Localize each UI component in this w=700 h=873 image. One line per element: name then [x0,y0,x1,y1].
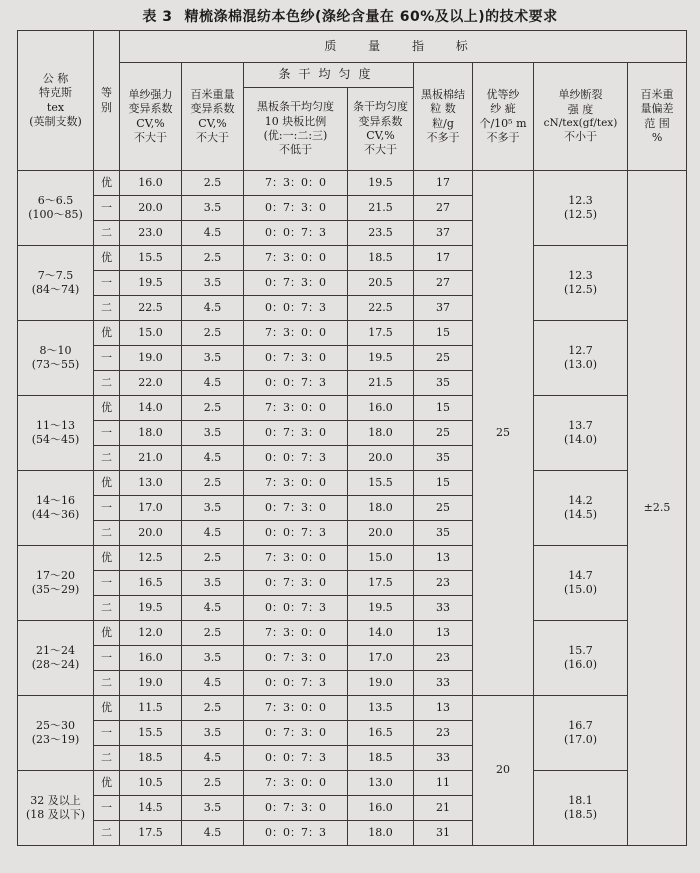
weight-cv-cell: 4.5 [182,446,244,471]
evenness-cv-cell: 21.5 [348,371,414,396]
board-ratio-cell: 7：3：0：0 [244,621,348,646]
grade-cell: 一 [94,646,120,671]
evenness-cv-cell: 16.5 [348,721,414,746]
table-row [18,396,687,421]
tenacity-cn: 14.2 [568,493,593,507]
tenacity-gf: (12.5) [563,283,598,296]
weight-cv-cell: 4.5 [182,821,244,846]
evenness-cv-cell: 13.5 [348,696,414,721]
weight-cv-cell: 2.5 [182,546,244,571]
strength-cv-cell: 20.0 [120,521,182,546]
weight-cv-cell: 2.5 [182,321,244,346]
grade-cell: 二 [94,371,120,396]
header-neps [414,63,473,171]
evenness-cv-cell: 13.0 [348,771,414,796]
spec-tex: 8～10 [39,343,72,357]
spec-tex: 7～7.5 [37,268,74,282]
header-line: (优:一:二:三) [263,129,328,142]
strength-cv-cell: 21.0 [120,446,182,471]
strength-cv-cell: 15.5 [120,246,182,271]
grade-cell: 一 [94,571,120,596]
grade-cell: 二 [94,671,120,696]
spec-cell [18,396,94,471]
evenness-cv-cell: 18.0 [348,496,414,521]
spec-ne: (18 及以下) [25,808,86,821]
header-line: 粒/g [432,116,454,130]
evenness-cv-cell: 22.5 [348,296,414,321]
neps-cell: 37 [414,296,473,321]
strength-cv-cell: 18.5 [120,746,182,771]
header-line: 黑板条干均匀度 [257,100,334,114]
tenacity-gf: (17.0) [563,733,598,746]
weight-cv-cell: 3.5 [182,421,244,446]
strength-cv-cell: 14.0 [120,396,182,421]
header-tenacity [534,63,628,171]
neps-cell: 15 [414,321,473,346]
spec-ne: (73～55) [31,358,80,371]
grade-cell: 优 [94,246,120,271]
strength-cv-cell: 19.0 [120,346,182,371]
grade-cell: 一 [94,796,120,821]
evenness-cv-cell: 16.0 [348,796,414,821]
board-ratio-cell: 0：7：3：0 [244,421,348,446]
board-ratio-cell: 7：3：0：0 [244,771,348,796]
strength-cv-cell: 19.5 [120,271,182,296]
weight-cv-cell: 2.5 [182,396,244,421]
board-ratio-cell: 0：7：3：0 [244,271,348,296]
strength-cv-cell: 22.5 [120,296,182,321]
evenness-cv-cell: 20.0 [348,446,414,471]
weight-cv-cell: 4.5 [182,671,244,696]
header-line: 不低于 [279,143,312,157]
strength-cv-cell: 16.0 [120,171,182,196]
weight-cv-cell: 3.5 [182,496,244,521]
evenness-cv-cell: 21.5 [348,196,414,221]
grade-cell: 二 [94,746,120,771]
grade-cell: 一 [94,496,120,521]
strength-cv-cell: 18.0 [120,421,182,446]
board-ratio-cell: 0：7：3：0 [244,571,348,596]
neps-cell: 17 [414,246,473,271]
strength-cv-cell: 16.0 [120,646,182,671]
board-ratio-cell: 0：0：7：3 [244,521,348,546]
tenacity-cell [534,471,628,546]
strength-cv-cell: 10.5 [120,771,182,796]
strength-cv-cell: 19.5 [120,596,182,621]
faults-cell: 25 [473,171,534,696]
board-ratio-cell: 0：7：3：0 [244,721,348,746]
neps-cell: 33 [414,671,473,696]
weight-deviation-cell: ±2.5 [628,171,687,846]
strength-cv-cell: 23.0 [120,221,182,246]
board-ratio-cell: 7：3：0：0 [244,171,348,196]
weight-cv-cell: 3.5 [182,271,244,296]
spec-ne: (100～85) [28,208,83,221]
spec-tex: 17～20 [36,568,75,582]
spec-cell [18,471,94,546]
grade-cell: 优 [94,621,120,646]
neps-cell: 37 [414,221,473,246]
weight-cv-cell: 2.5 [182,471,244,496]
header-line: % [651,130,663,144]
strength-cv-cell: 15.5 [120,721,182,746]
neps-cell: 15 [414,396,473,421]
evenness-cv-cell: 18.5 [348,746,414,771]
strength-cv-cell: 11.5 [120,696,182,721]
table-title [0,6,700,26]
board-ratio-cell: 7：3：0：0 [244,396,348,421]
grade-cell: 二 [94,446,120,471]
weight-cv-cell: 3.5 [182,796,244,821]
weight-cv-cell: 3.5 [182,571,244,596]
spec-tex: 14～16 [36,493,75,507]
neps-cell: 21 [414,796,473,821]
technical-requirements-table [17,30,687,846]
table-row [18,696,687,721]
strength-cv-cell: 15.0 [120,321,182,346]
evenness-cv-cell: 19.0 [348,671,414,696]
weight-cv-cell: 4.5 [182,296,244,321]
header-evenness [244,63,414,88]
board-ratio-cell: 0：0：7：3 [244,821,348,846]
tenacity-gf: (16.0) [563,658,598,671]
weight-cv-cell: 3.5 [182,346,244,371]
evenness-cv-cell: 20.0 [348,521,414,546]
spec-ne: (28～24) [31,658,80,671]
tenacity-cn: 14.7 [568,568,593,582]
board-ratio-cell: 0：0：7：3 [244,446,348,471]
header-spec [18,31,94,171]
header-line: 不多于 [426,130,460,144]
weight-cv-cell: 3.5 [182,196,244,221]
neps-cell: 15 [414,471,473,496]
header-line: 变异系数 [358,114,403,128]
header-grade [94,31,120,171]
neps-cell: 25 [414,496,473,521]
header-line: 量偏差 [640,102,674,116]
evenness-cv-cell: 19.5 [348,171,414,196]
evenness-cv-cell: 20.5 [348,271,414,296]
spec-cell [18,696,94,771]
table-row [18,546,687,571]
header-evenness-label: 条干均匀度 [278,67,379,82]
spec-tex: 6～6.5 [37,193,74,207]
board-ratio-cell: 7：3：0：0 [244,696,348,721]
header-line: CV,% [366,129,395,142]
header-line: 10 块板比例 [264,114,327,128]
tenacity-gf: (13.0) [563,358,598,371]
board-ratio-cell: 0：0：7：3 [244,296,348,321]
header-quality [120,31,687,63]
header-line: 百米重 [640,87,674,101]
board-ratio-cell: 0：7：3：0 [244,796,348,821]
header-spec-line: tex [46,100,65,114]
header-faults [473,63,534,171]
header-line: 强 度 [567,102,594,116]
header-line: 不大于 [196,130,229,144]
weight-cv-cell: 4.5 [182,371,244,396]
header-line: 单纱断裂 [558,88,603,102]
neps-cell: 13 [414,546,473,571]
header-line: 条干均匀度 [353,100,408,114]
tenacity-cn: 12.3 [568,268,593,282]
header-quality-label: 质 量 指 标 [324,38,482,53]
spec-tex: 11～13 [36,418,75,432]
board-ratio-cell: 0：7：3：0 [244,196,348,221]
tenacity-gf: (14.0) [563,433,598,446]
neps-cell: 11 [414,771,473,796]
grade-cell: 优 [94,771,120,796]
tenacity-cell [534,546,628,621]
header-line: 单纱强力 [128,87,173,101]
board-ratio-cell: 7：3：0：0 [244,321,348,346]
neps-cell: 23 [414,721,473,746]
neps-cell: 33 [414,746,473,771]
weight-cv-cell: 2.5 [182,771,244,796]
strength-cv-cell: 17.5 [120,821,182,846]
spec-cell [18,246,94,321]
grade-cell: 二 [94,821,120,846]
board-ratio-cell: 0：0：7：3 [244,371,348,396]
grade-cell: 二 [94,221,120,246]
weight-cv-cell: 4.5 [182,596,244,621]
board-ratio-cell: 7：3：0：0 [244,546,348,571]
tenacity-cn: 12.7 [568,343,593,357]
header-grade-line: 等 [101,86,112,100]
neps-cell: 13 [414,696,473,721]
tenacity-cn: 18.1 [568,793,593,807]
grade-cell: 一 [94,721,120,746]
tenacity-cell [534,771,628,846]
header-line: 不小于 [564,130,597,144]
header-line: 不大于 [134,130,167,144]
neps-cell: 35 [414,446,473,471]
weight-cv-cell: 3.5 [182,646,244,671]
tenacity-cn: 12.3 [568,193,593,207]
spec-ne: (54～45) [31,433,80,446]
strength-cv-cell: 13.0 [120,471,182,496]
grade-cell: 二 [94,296,120,321]
tenacity-cn: 15.7 [568,643,593,657]
table-row [18,246,687,271]
header-line: 个/10⁵ m [479,116,527,130]
neps-cell: 25 [414,421,473,446]
weight-cv-cell: 2.5 [182,171,244,196]
tenacity-gf: (18.5) [563,808,598,821]
grade-cell: 优 [94,696,120,721]
strength-cv-cell: 16.5 [120,571,182,596]
spec-ne: (35～29) [31,583,80,596]
header-line: 百米重量 [190,87,235,101]
grade-cell: 优 [94,471,120,496]
grade-cell: 二 [94,596,120,621]
board-ratio-cell: 0：7：3：0 [244,496,348,521]
table-row [18,621,687,646]
weight-cv-cell: 4.5 [182,521,244,546]
header-spec-line: 公 称 [42,71,69,85]
evenness-cv-cell: 18.0 [348,821,414,846]
tenacity-gf: (12.5) [563,208,598,221]
spec-ne: (84～74) [31,283,80,296]
header-line: 黑板棉结 [421,87,465,101]
strength-cv-cell: 20.0 [120,196,182,221]
header-line: 不多于 [486,130,520,144]
spec-ne: (23～19) [31,733,80,746]
neps-cell: 35 [414,371,473,396]
header-line: 不大于 [364,143,397,157]
table-caption: 精梳涤棉混纺本色纱(涤纶含量在 60%及以上)的技术要求 [184,9,558,25]
neps-cell: 27 [414,196,473,221]
evenness-cv-cell: 15.0 [348,546,414,571]
strength-cv-cell: 12.5 [120,546,182,571]
header-line: 变异系数 [190,102,235,116]
neps-cell: 23 [414,646,473,671]
evenness-cv-cell: 19.5 [348,346,414,371]
spec-cell [18,771,94,846]
weight-cv-cell: 2.5 [182,246,244,271]
header-spec-line: (英制支数) [29,114,82,128]
tenacity-cell [534,171,628,246]
neps-cell: 25 [414,346,473,371]
neps-cell: 27 [414,271,473,296]
header-weight-deviation [628,63,687,171]
board-ratio-cell: 7：3：0：0 [244,246,348,271]
header-evenness-cv [348,88,414,171]
neps-cell: 33 [414,596,473,621]
spec-tex: 25～30 [36,718,75,732]
neps-cell: 23 [414,571,473,596]
header-line: cN/tex(gf/tex) [543,116,618,129]
grade-cell: 优 [94,321,120,346]
table-row [18,171,687,196]
strength-cv-cell: 12.0 [120,621,182,646]
evenness-cv-cell: 17.5 [348,571,414,596]
board-ratio-cell: 7：3：0：0 [244,471,348,496]
weight-cv-cell: 4.5 [182,746,244,771]
evenness-cv-cell: 18.5 [348,246,414,271]
tenacity-cell [534,396,628,471]
evenness-cv-cell: 16.0 [348,396,414,421]
header-weight-cv [182,63,244,171]
faults-cell: 20 [473,696,534,846]
header-line: 粒 数 [430,102,456,116]
grade-cell: 二 [94,521,120,546]
spec-tex: 32 及以上 [30,793,81,807]
weight-cv-cell: 2.5 [182,621,244,646]
header-line: 范 围 [644,116,670,130]
board-ratio-cell: 0：0：7：3 [244,746,348,771]
tenacity-cn: 16.7 [568,718,593,732]
table-row [18,321,687,346]
header-spec-line: 特克斯 [39,86,72,100]
evenness-cv-cell: 19.5 [348,596,414,621]
strength-cv-cell: 19.0 [120,671,182,696]
weight-cv-cell: 4.5 [182,221,244,246]
header-line: 纱 疵 [490,102,516,116]
header-grade-line: 别 [101,100,112,114]
grade-cell: 一 [94,196,120,221]
grade-cell: 一 [94,346,120,371]
tenacity-cell [534,621,628,696]
weight-cv-cell: 2.5 [182,696,244,721]
grade-cell: 优 [94,396,120,421]
spec-cell [18,171,94,246]
neps-cell: 31 [414,821,473,846]
spec-cell [18,546,94,621]
table-row [18,471,687,496]
grade-cell: 优 [94,171,120,196]
spec-ne: (44～36) [31,508,80,521]
board-ratio-cell: 0：7：3：0 [244,346,348,371]
evenness-cv-cell: 15.5 [348,471,414,496]
board-ratio-cell: 0：0：7：3 [244,221,348,246]
spec-cell [18,621,94,696]
header-board-evenness [244,88,348,171]
tenacity-gf: (15.0) [563,583,598,596]
evenness-cv-cell: 23.5 [348,221,414,246]
header-line: 优等纱 [486,87,520,101]
tenacity-cell [534,246,628,321]
strength-cv-cell: 22.0 [120,371,182,396]
strength-cv-cell: 17.0 [120,496,182,521]
evenness-cv-cell: 17.0 [348,646,414,671]
neps-cell: 13 [414,621,473,646]
board-ratio-cell: 0：0：7：3 [244,596,348,621]
table-number: 表 3 [142,9,173,25]
board-ratio-cell: 0：7：3：0 [244,646,348,671]
evenness-cv-cell: 17.5 [348,321,414,346]
board-ratio-cell: 0：0：7：3 [244,671,348,696]
tenacity-cn: 13.7 [568,418,593,432]
weight-cv-cell: 3.5 [182,721,244,746]
header-strength-cv [120,63,182,171]
header-line: CV,% [136,116,165,130]
tenacity-cell [534,321,628,396]
tenacity-gf: (14.5) [563,508,598,521]
table-row [18,771,687,796]
header-line: 变异系数 [128,102,173,116]
neps-cell: 35 [414,521,473,546]
strength-cv-cell: 14.5 [120,796,182,821]
neps-cell: 17 [414,171,473,196]
grade-cell: 一 [94,421,120,446]
grade-cell: 一 [94,271,120,296]
spec-cell [18,321,94,396]
evenness-cv-cell: 14.0 [348,621,414,646]
spec-tex: 21～24 [36,643,75,657]
evenness-cv-cell: 18.0 [348,421,414,446]
tenacity-cell [534,696,628,771]
grade-cell: 优 [94,546,120,571]
header-line: CV,% [198,116,227,130]
